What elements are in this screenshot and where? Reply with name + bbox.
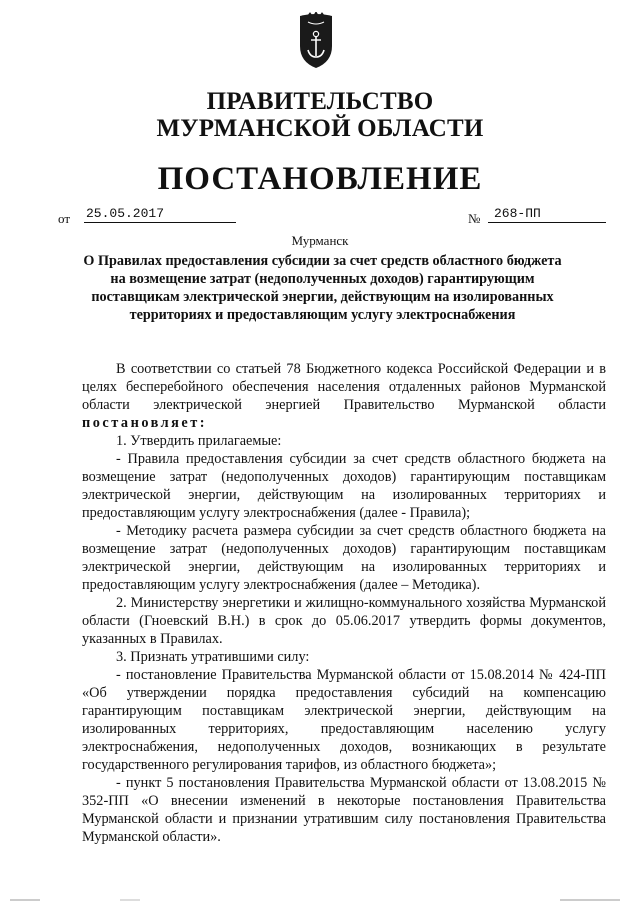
item-2: 2. Министерству энергетики и жилищно-коммунального хозяйства Мурманской области (Гноевский В.Н.) в срок до 05.06.2017 утвердить формы документов, указанных в Правилах. [82, 595, 606, 647]
city-name: Мурманск [291, 233, 349, 248]
document-date: 25.05.2017 [84, 206, 236, 223]
subject-line: поставщикам электрической энергии, действующим на изолированных [91, 289, 554, 305]
government-title-line2: МУРМАНСКОЙ ОБЛАСТИ [156, 115, 484, 142]
government-title [0, 88, 640, 142]
preamble-paragraph [82, 360, 606, 432]
subject-line: территориях и предоставляющим услугу электроснабжения [129, 307, 516, 323]
number-prefix: № [468, 211, 481, 226]
item-3: 3. Признать утратившими силу: [116, 649, 310, 665]
document-type-title: ПОСТАНОВЛЕНИЕ [157, 161, 483, 197]
item-3-subitem-repeal-424: - постановление Правительства Мурманской области от 15.08.2014 № 424-ПП «Об утверждении порядка предоставления субсидий на компенсацию гарантирующим поставщикам электрической энергии, действующим на изолированных территориях, предоставляющим населению услугу электроснабжения, недополученных доходов, возникающих в результате государственного регулирования тарифов, из областного бюджета»; [82, 667, 606, 773]
footer-scan-marks [0, 898, 640, 902]
item-3-subitem-repeal-352: - пункт 5 постановления Правительства Мурманской области от 13.08.2015 № 352-ПП «О внесении изменений в некоторые постановления Правительства Мурманской области и признании утратившим силу постановления Правительства Мурманской области». [82, 775, 606, 845]
item-1-subitem-methodology: - Методику расчета размера субсидии за счет средств областного бюджета на возмещение затрат (недополученных доходов) гарантирующим поставщикам электрической энергии, действующим на изолированных территориях и предоставляющим услугу электроснабжения (далее – Методика). [82, 523, 606, 593]
subject-line: на возмещение затрат (недополученных доходов) гарантирующим [110, 271, 535, 287]
item-1-subitem-rules: - Правила предоставления субсидии за счет средств областного бюджета на возмещение затрат (недополученных доходов) гарантирующим поставщикам электрической энергии, действующим на изолированных территориях и предоставляющим услугу электроснабжения (далее - Правила); [82, 451, 606, 521]
preamble-text: В соответствии со статьей 78 Бюджетного кодекса Российской Федерации и в целях бесперебойного обеспечения населения отдаленных районов Мурманской области электрической энергией Правительство Мурманской области [82, 361, 606, 413]
document-number: 268-ПП [488, 206, 606, 223]
government-title-line1: ПРАВИТЕЛЬСТВО [206, 88, 434, 115]
item-1: 1. Утвердить прилагаемые: [116, 433, 282, 449]
subject-line: О Правилах предоставления субсидии за счет средств областного бюджета [83, 253, 562, 269]
coat-of-arms-emblem [296, 12, 336, 70]
date-number-row [58, 204, 598, 226]
date-prefix: от [58, 211, 71, 226]
resolve-word: постановляет: [82, 415, 208, 431]
document-subject [80, 252, 565, 324]
document-body [82, 360, 606, 846]
